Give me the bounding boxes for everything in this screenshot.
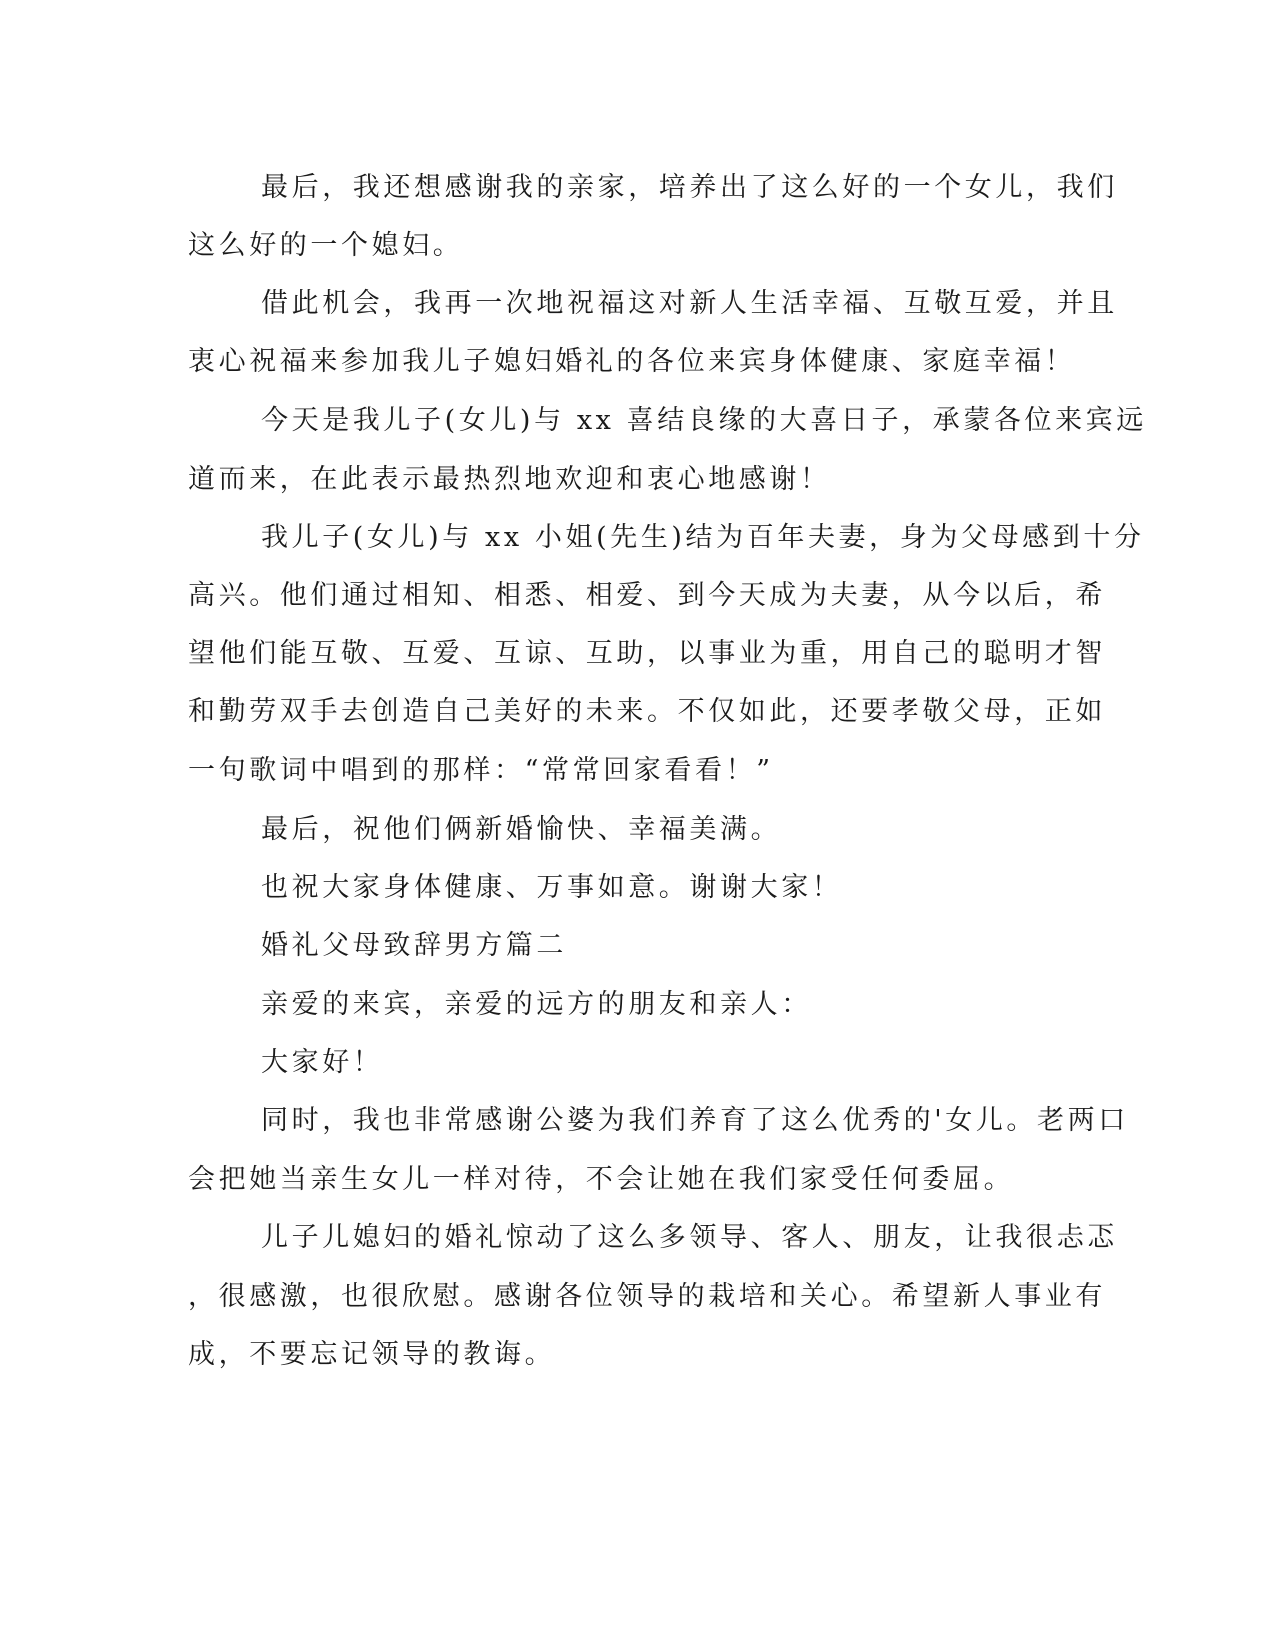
text-line: 成，不要忘记领导的教诲。 [188, 1339, 556, 1370]
text-line: 道而来，在此表示最热烈地欢迎和衷心地感谢！ [188, 464, 831, 495]
text-line: 大家好！ [261, 1047, 384, 1078]
text-line: 最后，我还想感谢我的亲家，培养出了这么好的一个女儿，我们 [261, 172, 1118, 203]
text-line: 最后，祝他们俩新婚愉快、幸福美满。 [261, 814, 782, 845]
text-line: 这么好的一个媳妇。 [188, 230, 464, 261]
text-line: 一句歌词中唱到的那样：“常常回家看看！” [188, 755, 774, 786]
text-line: 高兴。他们通过相知、相悉、相爱、到今天成为夫妻，从今以后，希 [188, 580, 1106, 611]
text-line: 借此机会，我再一次地祝福这对新人生活幸福、互敬互爱，并且 [261, 288, 1118, 319]
text-line: 我儿子(女儿)与 xx 小姐(先生)结为百年夫妻，身为父母感到十分 [261, 522, 1145, 553]
text-line: 儿子儿媳妇的婚礼惊动了这么多领导、客人、朋友，让我很忐忑 [261, 1222, 1118, 1253]
text-line: 会把她当亲生女儿一样对待，不会让她在我们家受任何委屈。 [188, 1164, 1015, 1195]
text-line: ，很感激，也很欣慰。感谢各位领导的栽培和关心。希望新人事业有 [188, 1281, 1106, 1312]
text-line: 衷心祝福来参加我儿子媳妇婚礼的各位来宾身体健康、家庭幸福！ [188, 346, 1076, 377]
text-line: 今天是我儿子(女儿)与 xx 喜结良缘的大喜日子，承蒙各位来宾远 [261, 405, 1147, 436]
text-line: 同时，我也非常感谢公婆为我们养育了这么优秀的'女儿。老两口 [261, 1105, 1129, 1136]
text-line: 和勤劳双手去创造自己美好的未来。不仅如此，还要孝敬父母，正如 [188, 696, 1106, 727]
text-line: 亲爱的来宾，亲爱的远方的朋友和亲人： [261, 989, 812, 1020]
text-line: 也祝大家身体健康、万事如意。谢谢大家！ [261, 872, 843, 903]
section-heading: 婚礼父母致辞男方篇二 [261, 930, 567, 961]
text-line: 望他们能互敬、互爱、互谅、互助，以事业为重，用自己的聪明才智 [188, 638, 1106, 669]
